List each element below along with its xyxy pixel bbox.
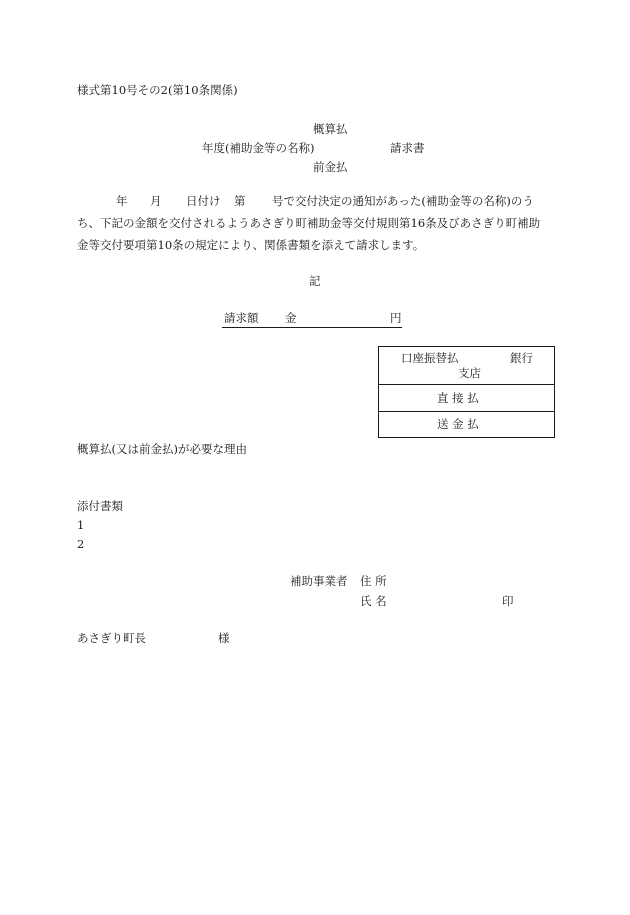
reason-label: 概算払(又は前金払)が必要な理由 <box>77 442 247 456</box>
amount-yen: 円 <box>390 311 402 325</box>
body-date: 日付け <box>186 194 221 208</box>
title-request-label: 請求書 <box>390 141 425 155</box>
body-number-prefix: 第 <box>234 194 246 208</box>
body-line2: ち、下記の金額を交付されるようあさぎり町補助金等交付規則第16条及びあさぎり町補助 <box>77 216 541 230</box>
name-label: 氏 名 <box>360 594 387 608</box>
body-line1-rest: 号で交付決定の通知があった(補助金等の名称)のう <box>272 194 534 208</box>
attachment-item: 2 <box>77 537 85 551</box>
title-upper-option: 概算払 <box>313 122 348 136</box>
remittance-label: 送 金 払 <box>437 417 479 431</box>
honorific-sama: 様 <box>218 631 230 645</box>
mayor-label: あさぎり町長 <box>77 631 146 645</box>
body-month: 月 <box>150 194 162 208</box>
payment-method-box <box>378 346 555 438</box>
ki-heading: 記 <box>309 274 321 288</box>
payment-row-transfer <box>379 347 554 385</box>
body-year: 年 <box>116 194 128 208</box>
payment-row-direct <box>379 385 554 412</box>
amount-label: 請求額 <box>224 311 259 325</box>
business-operator-label: 補助事業者 <box>290 574 348 588</box>
body-line3: 金等交付要項第10条の規定により、関係書類を添えて請求します。 <box>77 238 425 252</box>
payment-row-remit <box>379 412 554 437</box>
transfer-label: 口座振替払 <box>401 351 459 365</box>
direct-payment-label: 直 接 払 <box>437 391 479 405</box>
address-label: 住 所 <box>360 574 387 588</box>
attachments-heading: 添付書類 <box>77 499 123 513</box>
amount-kin: 金 <box>285 311 297 325</box>
seal-mark: 印 <box>502 594 514 608</box>
title-lower-option: 前金払 <box>313 160 348 174</box>
title-year-label: 年度(補助金等の名称) <box>202 141 315 155</box>
form-number: 様式第10号その2(第10条関係) <box>77 83 238 97</box>
bank-label: 銀行 <box>510 351 533 365</box>
branch-label: 支店 <box>458 366 481 380</box>
attachment-item: 1 <box>77 518 85 532</box>
